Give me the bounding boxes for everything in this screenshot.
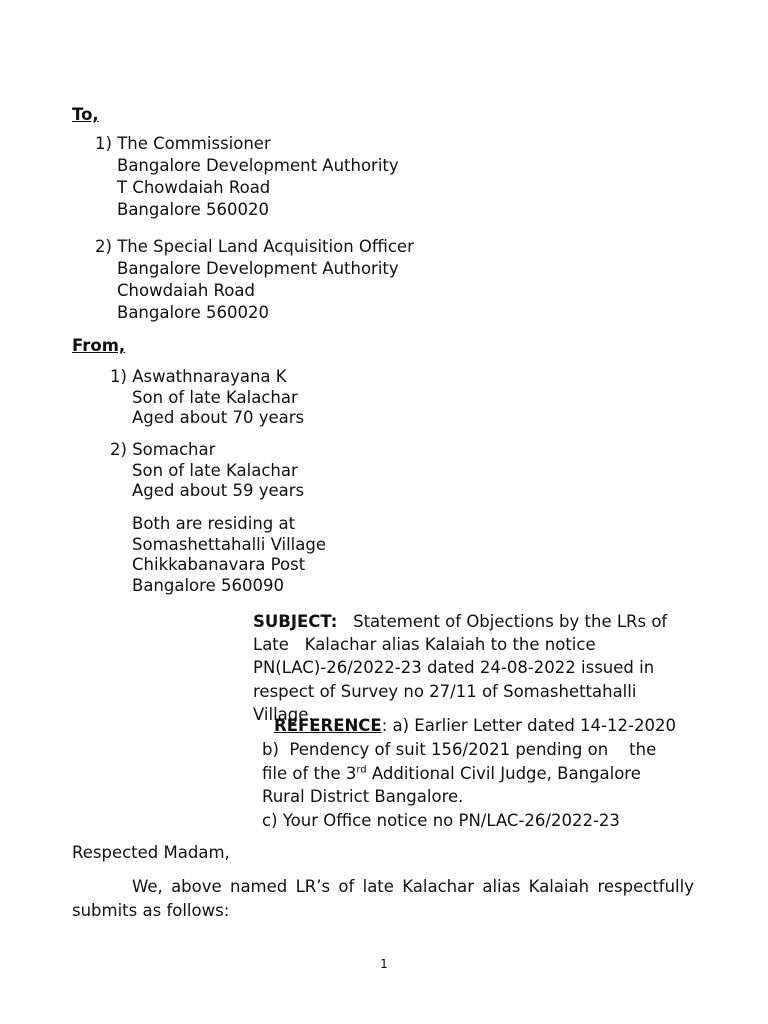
sender-line: Aged about 70 years [132,408,305,427]
reference-block [262,714,692,833]
recipient-line: T Chowdaiah Road [117,178,271,197]
reference-label: REFERENCE [274,716,382,735]
recipient-line: Bangalore 560020 [117,200,269,219]
recipient-line: Bangalore Development Authority [117,156,399,175]
residence-line: Both are residing at [132,514,296,533]
from-heading: From, [72,336,126,355]
reference-line-b: b) Pendency of suit 156/2021 pending on the [262,739,657,759]
reference-line-a: : a) Earlier Letter dated 14-12-2020 [381,716,676,735]
sender-number: 1) [110,367,127,386]
sender-line: Somachar [132,440,216,459]
recipient-1 [95,133,399,221]
salutation: Respected Madam, [72,843,230,862]
sender-line: Son of late Kalachar [132,460,298,480]
sender-line: Aswathnarayana K [132,367,287,386]
subject-block [253,610,693,726]
sender-number: 2) [110,440,127,459]
residence-line: Bangalore 560090 [132,575,284,595]
sender-1 [110,367,304,429]
sender-line: Son of late Kalachar [132,387,298,407]
recipient-line: Bangalore 560020 [117,303,269,322]
recipient-line: Chowdaiah Road [117,281,255,300]
reference-line-c: c) Your Office notice no PN/LAC-26/2022-23 [262,811,620,831]
recipient-line: Bangalore Development Authority [117,259,399,278]
recipient-number: 1) [95,134,112,153]
recipient-line: The Special Land Acquisition Officer [117,237,414,256]
page-number: 1 [380,957,388,971]
sender-line: Aged about 59 years [132,481,305,500]
reference-line-b3: Rural District Bangalore. [262,787,464,807]
residence-address [132,514,326,596]
residence-line: Somashettahalli Village [132,534,326,554]
subject-text: Statement of Objections by the LRs of Late Kalachar alias Kalaiah to the notice PN(LAC)-26/2022-23 dated 24-08-2022 issued in respect of Survey no 27/11 of Somashettahalli Village. [253,612,673,724]
body-paragraph: We, above named LR’s of late Kalachar alias Kalaiah respectfully submits as follows: [72,877,694,920]
residence-line: Chikkabanavara Post [132,555,306,574]
recipient-line: The Commissioner [117,134,271,153]
recipient-2 [95,236,414,324]
reference-line-b2-sup: rd [356,764,367,776]
sender-2 [110,440,304,502]
to-heading: To, [72,105,99,124]
reference-line-b2-pre: file of the 3 [262,763,357,783]
recipient-number: 2) [95,237,112,256]
subject-label: SUBJECT: [253,612,338,631]
reference-line-b2-post: Additional Civil Judge, Bangalore [366,763,641,783]
